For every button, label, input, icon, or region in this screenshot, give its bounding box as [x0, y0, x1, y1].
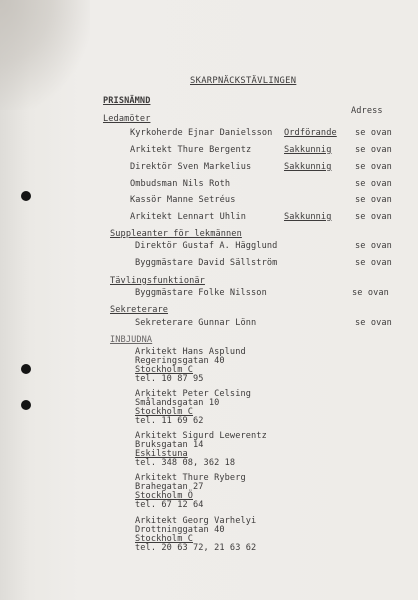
- document-title: SKARPNÄCKSTÄVLINGEN: [190, 76, 297, 86]
- member-role: Sakkunnig: [284, 145, 332, 155]
- member-name: Kyrkoherde Ejnar Danielsson: [130, 128, 273, 138]
- invitee-phone: tel. 20 63 72, 21 63 62: [135, 543, 257, 553]
- member-address: se ovan: [355, 162, 392, 172]
- member-address: se ovan: [355, 145, 392, 155]
- invitee-phone: tel. 348 08, 362 18: [135, 458, 236, 468]
- member-name: Sekreterare Gunnar Lönn: [135, 318, 257, 328]
- invitee-street: Drottninggatan 40: [135, 525, 225, 535]
- member-name: Arkitekt Thure Bergentz: [130, 145, 252, 155]
- member-role: Sakkunnig: [284, 212, 332, 222]
- member-address: se ovan: [352, 288, 389, 298]
- member-role: Ordförande: [284, 128, 337, 138]
- sekreterare-heading: Sekreterare: [110, 305, 169, 315]
- invitee-city: Stockholm C: [135, 407, 194, 417]
- punch-hole-middle: [21, 364, 31, 374]
- member-name: Direktör Gustaf A. Hägglund: [135, 241, 278, 251]
- suppleanter-heading: Suppleanter för lekmännen: [110, 229, 242, 239]
- invitee-name: Arkitekt Peter Celsing: [135, 389, 252, 399]
- invitee-phone: tel. 10 87 95: [135, 374, 204, 384]
- invitee-name: Arkitekt Georg Varhelyi: [135, 516, 257, 526]
- invitee-city: Stockholm C: [135, 365, 194, 375]
- invitee-name: Arkitekt Sigurd Lewerentz: [135, 431, 267, 441]
- member-name: Kassör Manne Setréus: [130, 195, 236, 205]
- section-heading: PRISNÄMND: [103, 96, 151, 106]
- invitee-name: Arkitekt Thure Ryberg: [135, 473, 246, 483]
- member-address: se ovan: [355, 212, 392, 222]
- tavlingsfunktionar-heading: Tävlingsfunktionär: [110, 276, 205, 286]
- invitee-phone: tel. 11 69 62: [135, 416, 204, 426]
- invitee-street: Regeringsgatan 40: [135, 356, 225, 366]
- page-shadow: [0, 0, 90, 110]
- invitee-street: Brahegatan 27: [135, 482, 204, 492]
- member-address: se ovan: [355, 195, 392, 205]
- member-name: Arkitekt Lennart Uhlin: [130, 212, 247, 222]
- punch-hole-bottom: [21, 400, 31, 410]
- invitee-city: Stockholm Ö: [135, 491, 194, 501]
- address-column-header: Adress: [351, 106, 383, 116]
- member-address: se ovan: [355, 258, 392, 268]
- invitee-street: Bruksgatan 14: [135, 440, 204, 450]
- ledamoter-heading: Ledamöter: [103, 114, 151, 124]
- member-role: Sakkunnig: [284, 162, 332, 172]
- member-address: se ovan: [355, 128, 392, 138]
- invitee-phone: tel. 67 12 64: [135, 500, 204, 510]
- invitee-name: Arkitekt Hans Asplund: [135, 347, 246, 357]
- member-address: se ovan: [355, 179, 392, 189]
- invitee-city: Eskilstuna: [135, 449, 188, 459]
- member-address: se ovan: [355, 241, 392, 251]
- inbjudna-heading: INBJUDNA: [110, 335, 153, 345]
- invitee-city: Stockholm C: [135, 534, 194, 544]
- member-name: Direktör Sven Markelius: [130, 162, 252, 172]
- punch-hole-top: [21, 191, 31, 201]
- member-name: Ombudsman Nils Roth: [130, 179, 231, 189]
- member-address: se ovan: [355, 318, 392, 328]
- invitee-street: Smålandsgatan 10: [135, 398, 220, 408]
- member-name: Byggmästare David Sällström: [135, 258, 278, 268]
- member-name: Byggmästare Folke Nilsson: [135, 288, 267, 298]
